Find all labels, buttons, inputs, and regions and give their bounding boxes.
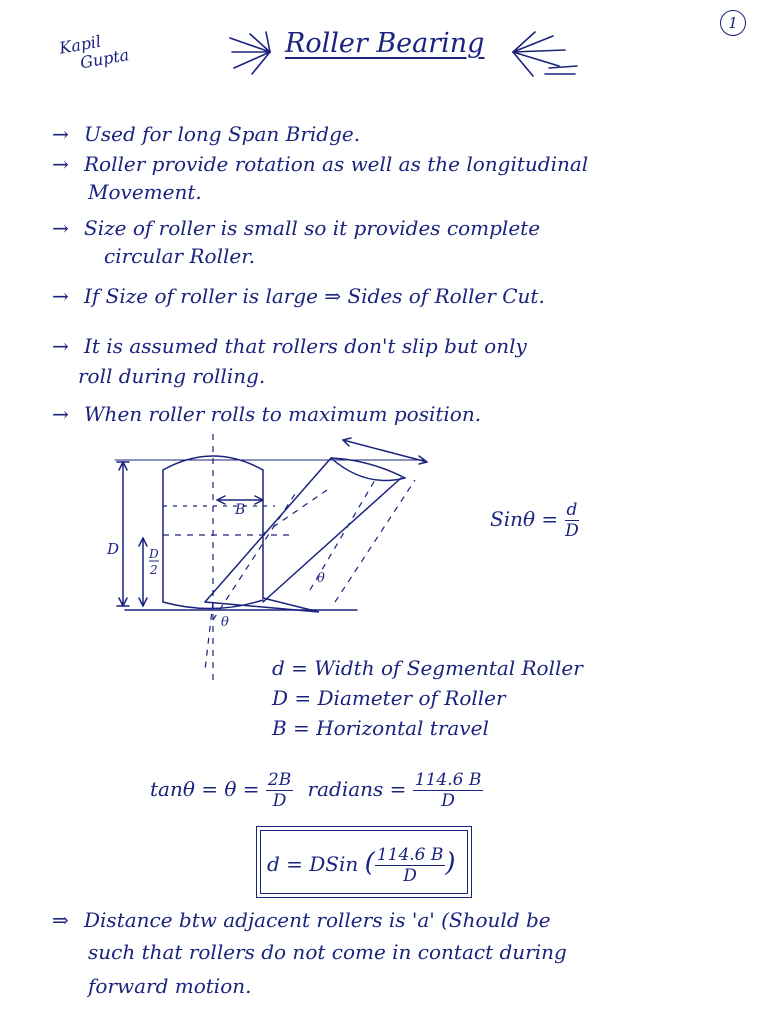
bullet-3-text: Size of roller is small so it provides complete [84,216,541,240]
boxed-formula [256,826,472,898]
author-name [58,28,131,75]
boxed-content: d = DSin ( $\frac{114.6 B}{D}$ ) [267,845,456,886]
bullet-5: → It is assumed that rollers don't slip but only [52,334,527,358]
bullet-2: → Roller provide rotation as well as the longitudinal [52,152,589,176]
tan-num2: 114.6 B [414,770,482,790]
footer-line-1: Distance btw adjacent rollers is 'a' (Should be [84,908,551,932]
def-d: d = Width of Segmental Roller [272,656,583,680]
label-d-half-num: D [149,547,159,561]
bullet-6: → When roller rolls to maximum position. [52,402,482,426]
footer-note: ⇒ Distance btw adjacent rollers is 'a' (Should be [52,908,551,932]
tan-den2: D [441,791,455,811]
label-b: B [235,502,246,518]
page-title: Roller Bearing [285,28,485,59]
label-theta-bottom: θ [221,615,229,630]
footer-line-3: forward motion. [88,974,252,998]
boxed-lhs: d = DSin [267,852,359,876]
label-d: D [107,540,120,558]
sin-num: d [566,500,578,520]
boxed-num: 114.6 B [376,845,444,865]
tan-mid: radians = [307,777,407,801]
tan-den: D [272,791,287,811]
sin-lhs: Sinθ = [490,507,559,531]
bullet-6-text: When roller rolls to maximum position. [84,402,482,426]
bullet-5-cont: roll during rolling. [78,364,266,388]
def-diameter: D = Diameter of Roller [272,686,506,710]
author-first: Kapil [57,31,103,58]
sparkle-right-icon [505,30,580,80]
bullet-4: → If Size of roller is large ⇒ Sides of Roller Cut. [52,284,545,308]
boxed-den: D [403,866,417,886]
tan-formula [150,770,483,811]
sin-den: D [565,521,579,541]
sin-formula [490,500,579,541]
tan-num: 2B [267,770,292,790]
bullet-1: → Used for long Span Bridge. [52,122,361,146]
sparkle-left-icon [220,30,280,80]
def-b: B = Horizontal travel [272,716,489,740]
label-d-half-den: 2 [150,563,158,577]
bullet-3-cont: circular Roller. [104,244,255,268]
bullet-3: → Size of roller is small so it provides complete [52,216,541,240]
bullet-2-text: Roller provide rotation as well as the longitudinal [84,152,589,176]
author-last: Gupta [78,45,131,73]
page-number: 1 [720,10,746,36]
bullet-4-text: If Size of roller is large ⇒ Sides of Roller Cut. [84,284,545,308]
bullet-2-cont: Movement. [88,180,202,204]
label-theta-top: θ [317,571,325,586]
roller-diagram [95,430,455,680]
tan-lhs: tanθ = θ = [150,777,260,801]
footer-line-2: such that rollers do not come in contact during [88,940,567,964]
bullet-5-text: It is assumed that rollers don't slip but only [84,334,527,358]
bullet-1-text: Used for long Span Bridge. [84,122,361,146]
